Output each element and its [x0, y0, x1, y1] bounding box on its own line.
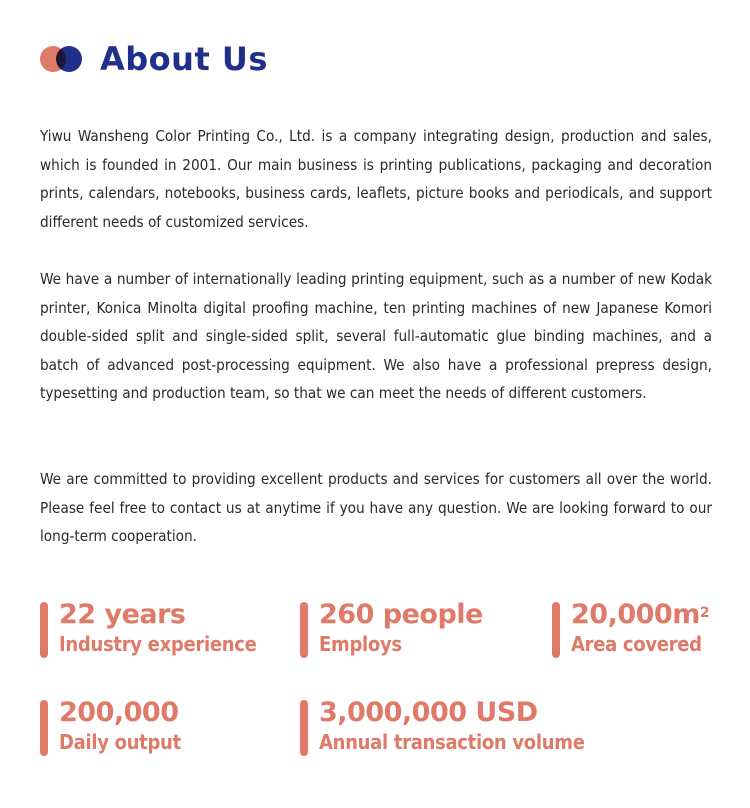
equipment-paragraph: We have a number of internationally leading printing equipment, such as a number of new Kodak printer, Konica Minolta digital proofing machine, ten printing machines of new Japanese Komori double-sided split and single-sided split, several full-automatic glue binding machines, and a batch of advanced post-processing equipment. We also have a professional prepress design, typesetting and production team, so that we can meet the needs of different customers. — [40, 270, 712, 403]
intro-paragraph: Yiwu Wansheng Color Printing Co., Ltd. is a company integrating design, production and sales, which is founded in 2001. Our main business is printing publications, packaging and decoration prints, calendars, notebooks, business cards, leaflets, picture books and periodicals, and support different needs of customized services. — [40, 127, 712, 231]
stat-value — [571, 600, 709, 630]
commitment-paragraph: We are committed to providing excellent products and services for customers all over the world. Please feel free to contact us at anytime if you have any question. We are looking forward to our long-term cooperation. — [40, 470, 712, 546]
stat-value: 260 people — [319, 599, 483, 630]
stat-annual-transaction-volume — [300, 698, 585, 756]
stat-value: 200,000 — [59, 697, 179, 728]
stat-accent-bar — [300, 602, 308, 658]
stat-label: Annual transaction volume — [319, 730, 585, 754]
stat-employees — [300, 600, 483, 658]
stat-accent-bar — [40, 602, 48, 658]
stat-area-covered — [552, 600, 709, 658]
page-title: About Us — [100, 40, 268, 78]
stat-accent-bar — [552, 602, 560, 658]
stat-accent-bar — [300, 700, 308, 756]
section-header — [40, 40, 268, 78]
stat-industry-experience — [40, 600, 257, 658]
stat-value: 22 years — [59, 599, 186, 630]
stat-label: Industry experience — [59, 632, 257, 656]
overlapping-circles-icon — [40, 46, 86, 72]
stat-value-number: 20,000m — [571, 599, 700, 630]
stat-label: Employs — [319, 632, 402, 656]
stat-label: Daily output — [59, 730, 181, 754]
stat-value-superscript: 2 — [699, 605, 710, 621]
blue-circle — [56, 46, 82, 72]
stat-daily-output — [40, 698, 181, 756]
stat-accent-bar — [40, 700, 48, 756]
stat-label: Area covered — [571, 632, 702, 656]
stat-value: 3,000,000 USD — [319, 697, 538, 728]
